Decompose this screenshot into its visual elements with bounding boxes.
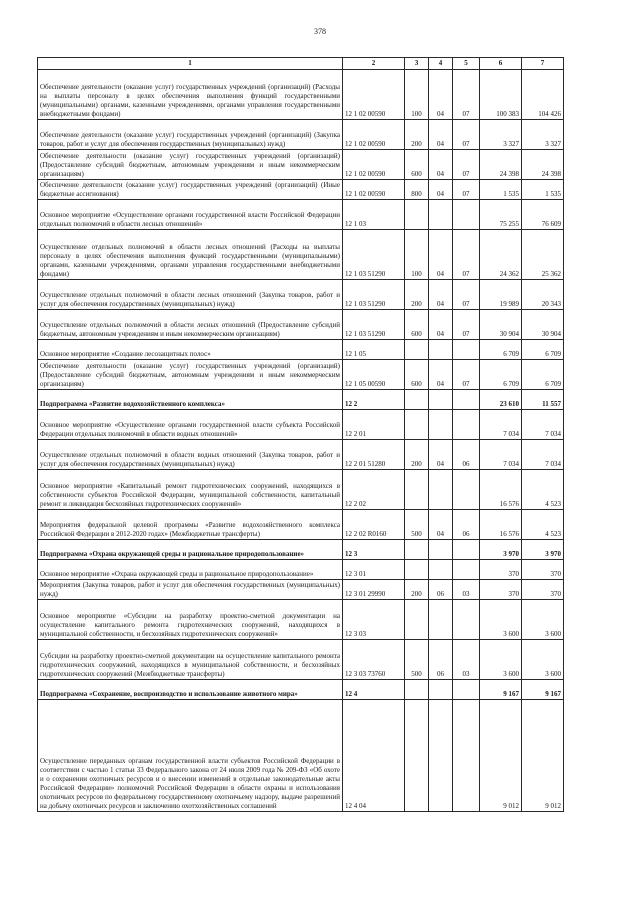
header-cell-1: 1 [38,58,343,70]
row-section: 06 [429,640,453,680]
row-amount-2: 9 167 [522,680,564,700]
table-row [38,280,564,310]
row-section [429,540,453,560]
row-name: Основное мероприятие «Охрана окружающей среды и рациональное природопользование» [38,560,343,580]
row-subsection: 03 [453,580,480,600]
row-subsection: 07 [453,150,480,180]
row-type-code: 500 [405,640,429,680]
table-row [38,410,564,440]
header-cell-3: 3 [405,58,429,70]
row-amount-1: 7 034 [480,440,522,470]
row-code: 12 2 02 [343,470,405,510]
table-row [38,180,564,200]
row-name: Осуществление отдельных полномочий в области лесных отношений (Расходы на выплаты персоналу в целях обеспечения выполнения функций государственными (муниципальными) органами, казенными учреждениями, органами управления государственными внебюджетными фондами) [38,230,343,280]
row-section [429,200,453,230]
row-type-code: 500 [405,510,429,540]
row-amount-1: 23 610 [480,390,522,410]
row-name: Обеспечение деятельности (оказание услуг) государственных учреждений (организаций) (Предоставление субсидий бюджетным, автономным учреждениям и иным некоммерческим организациям) [38,150,343,180]
row-amount-1: 100 383 [480,70,522,120]
row-subsection [453,390,480,410]
table-row [38,600,564,640]
table-row [38,560,564,580]
row-subsection: 07 [453,360,480,390]
row-code: 12 3 01 [343,560,405,580]
header-cell-2: 2 [343,58,405,70]
row-section: 04 [429,510,453,540]
row-amount-1: 6 709 [480,360,522,390]
row-code: 12 4 04 [343,700,405,812]
row-amount-2: 9 012 [522,700,564,812]
header-cell-5: 5 [453,58,480,70]
row-section: 04 [429,70,453,120]
row-subsection [453,340,480,360]
table-row [38,230,564,280]
table-row [38,340,564,360]
row-name: Подпрограмма «Развитие водохозяйственного комплекса» [38,390,343,410]
row-amount-1: 3 600 [480,640,522,680]
row-section: 04 [429,310,453,340]
table-row [38,640,564,680]
table-body [38,58,564,812]
row-section: 04 [429,440,453,470]
row-subsection: 06 [453,440,480,470]
row-amount-2: 4 523 [522,510,564,540]
table-row [38,120,564,150]
row-subsection [453,410,480,440]
row-code: 12 2 [343,390,405,410]
row-amount-1: 24 398 [480,150,522,180]
row-name: Мероприятия федеральной целевой программы «Развитие водохозяйственного комплекса Российской Федерации в 2012-2020 годах» (Межбюджетные трансферты) [38,510,343,540]
table-row [38,150,564,180]
row-type-code [405,470,429,510]
row-amount-2: 3 600 [522,640,564,680]
row-amount-1: 370 [480,580,522,600]
row-amount-2: 6 709 [522,360,564,390]
row-name: Осуществление отдельных полномочий в области лесных отношений (Закупка товаров, работ и услуг для обеспечения государственных (муниципальных) нужд) [38,280,343,310]
row-type-code [405,540,429,560]
budget-table [37,57,564,812]
header-row [38,58,564,70]
row-type-code: 800 [405,180,429,200]
row-section [429,470,453,510]
row-amount-2: 6 709 [522,340,564,360]
row-amount-2: 370 [522,580,564,600]
row-type-code: 200 [405,120,429,150]
row-amount-2: 4 523 [522,470,564,510]
row-name: Обеспечение деятельности (оказание услуг) государственных учреждений (организаций) (Иные бюджетные ассигнования) [38,180,343,200]
row-section [429,600,453,640]
row-amount-2: 30 904 [522,310,564,340]
row-amount-1: 370 [480,560,522,580]
row-code: 12 1 03 51290 [343,280,405,310]
row-subsection [453,540,480,560]
row-name: Субсидии на разработку проектно-сметной документации на осуществление капитального ремонта гидротехнических сооружений, находящихся в муниципальной собственности, и бесхозяйных гидротехнических сооружений (Межбюджетные трансферты) [38,640,343,680]
row-subsection [453,560,480,580]
table-row [38,440,564,470]
table-row [38,510,564,540]
row-type-code: 200 [405,580,429,600]
row-amount-1: 16 576 [480,510,522,540]
row-subsection: 07 [453,180,480,200]
row-type-code: 600 [405,360,429,390]
row-type-code [405,700,429,812]
row-amount-1: 9 167 [480,680,522,700]
row-subsection: 07 [453,230,480,280]
row-amount-1: 24 362 [480,230,522,280]
row-name: Мероприятия (Закупка товаров, работ и услуг для обеспечения государственных (муниципальных) нужд) [38,580,343,600]
header-cell-6: 6 [480,58,522,70]
table-row [38,580,564,600]
row-section [429,340,453,360]
row-subsection: 03 [453,640,480,680]
row-code: 12 2 01 51280 [343,440,405,470]
row-name: Основное мероприятие «Осуществление органами государственной власти Российской Федерации отдельных полномочий в области лесных отношений» [38,200,343,230]
row-type-code: 200 [405,440,429,470]
row-amount-2: 3 970 [522,540,564,560]
row-type-code: 100 [405,70,429,120]
row-name: Основное мероприятие «Субсидии на разработку проектно-сметной документации на осуществление капитального ремонта гидротехнических сооружений, находящихся в муниципальной собственности, и бесхозяйных гидротехнических сооружений» [38,600,343,640]
table-row [38,200,564,230]
row-code: 12 1 05 00590 [343,360,405,390]
row-code: 12 4 [343,680,405,700]
row-amount-2: 370 [522,560,564,580]
row-section: 04 [429,150,453,180]
table-row [38,470,564,510]
row-code: 12 1 02 00590 [343,180,405,200]
table-row [38,390,564,410]
row-section [429,560,453,580]
row-code: 12 1 02 00590 [343,70,405,120]
row-code: 12 3 03 [343,600,405,640]
row-subsection [453,470,480,510]
row-amount-2: 20 343 [522,280,564,310]
row-code: 12 3 [343,540,405,560]
row-code: 12 3 03 73760 [343,640,405,680]
row-name: Осуществление отдельных полномочий в области лесных отношений (Предоставление субсидий бюджетным, автономным учреждениям и иным некоммерческим организациям) [38,310,343,340]
row-subsection: 07 [453,70,480,120]
row-subsection [453,700,480,812]
row-amount-1: 7 034 [480,410,522,440]
row-subsection [453,200,480,230]
row-amount-1: 3 970 [480,540,522,560]
row-amount-2: 11 557 [522,390,564,410]
row-code: 12 2 01 [343,410,405,440]
row-type-code: 600 [405,310,429,340]
row-amount-1: 16 576 [480,470,522,510]
row-code: 12 2 02 R0160 [343,510,405,540]
row-code: 12 1 02 00590 [343,150,405,180]
row-name: Осуществление переданных органам государственной власти субъектов Российской Федерации в соответствии с частью 1 статьи 33 Федерального закона от 24 июля 2009 года № 209-ФЗ «Об охоте и о сохранении охотничьих ресурсов и о внесении изменений в отдельные законодательные акты Российской Федерации» полномочий Российской Федерации в области охраны и использования охотничьих ресурсов по федеральному государственному охотничьему надзору, выдаче разрешений на добычу охотничьих ресурсов и заключению охотхозяйственных соглашений [38,700,343,812]
table-row [38,540,564,560]
row-amount-2: 24 398 [522,150,564,180]
row-type-code [405,200,429,230]
row-section: 04 [429,120,453,150]
row-section: 04 [429,180,453,200]
row-section: 06 [429,580,453,600]
row-name: Обеспечение деятельности (оказание услуг) государственных учреждений (организаций) (Закупка товаров, работ и услуг для обеспечения государственных (муниципальных) нужд) [38,120,343,150]
row-subsection: 07 [453,280,480,310]
row-code: 12 1 03 [343,200,405,230]
row-subsection: 07 [453,310,480,340]
row-amount-2: 1 535 [522,180,564,200]
row-amount-2: 7 034 [522,410,564,440]
row-name: Обеспечение деятельности (оказание услуг) государственных учреждений (организаций) (Расходы на выплаты персоналу в целях обеспечения выполнения функций государственными (муниципальными) органами, казенными учреждениями, органами управления государственными внебюджетными фондами) [38,70,343,120]
row-name: Основное мероприятие «Осуществление органами государственной власти субъекта Российской Федерации отдельных полномочий в области водных отношений» [38,410,343,440]
table-row [38,70,564,120]
row-name: Осуществление отдельных полномочий в области водных отношений (Закупка товаров, работ и услуг для обеспечения государственных (муниципальных) нужд) [38,440,343,470]
row-name: Подпрограмма «Сохранение, воспроизводство и использование животного мира» [38,680,343,700]
row-amount-2: 3 327 [522,120,564,150]
row-amount-1: 9 012 [480,700,522,812]
row-type-code: 200 [405,280,429,310]
row-amount-1: 30 904 [480,310,522,340]
row-name: Обеспечение деятельности (оказание услуг) государственных учреждений (организаций) (Предоставление субсидий бюджетным, автономным учреждениям и иным некоммерческим организациям) [38,360,343,390]
row-subsection [453,600,480,640]
table-row [38,700,564,812]
row-amount-2: 3 600 [522,600,564,640]
row-code: 12 1 02 00590 [343,120,405,150]
row-code: 12 1 05 [343,340,405,360]
row-subsection: 07 [453,120,480,150]
row-code: 12 3 01 29990 [343,580,405,600]
row-amount-2: 25 362 [522,230,564,280]
row-type-code [405,410,429,440]
row-name: Основное мероприятие «Капитальный ремонт гидротехнических сооружений, находящихся в собственности субъектов Российской Федерации, муниципальной собственности, капитальный ремонт и ликвидация бесхозяйных гидротехнических сооружений» [38,470,343,510]
header-cell-4: 4 [429,58,453,70]
row-section [429,410,453,440]
row-type-code [405,340,429,360]
row-name: Основное мероприятие «Создание лесозащитных полос» [38,340,343,360]
table-row [38,680,564,700]
row-amount-2: 7 034 [522,440,564,470]
row-type-code: 100 [405,230,429,280]
table-row [38,310,564,340]
row-amount-2: 104 426 [522,70,564,120]
row-subsection: 06 [453,510,480,540]
row-amount-1: 1 535 [480,180,522,200]
row-type-code: 600 [405,150,429,180]
header-cell-7: 7 [522,58,564,70]
row-amount-1: 6 709 [480,340,522,360]
row-code: 12 1 03 51290 [343,230,405,280]
row-amount-1: 3 600 [480,600,522,640]
row-section: 04 [429,360,453,390]
row-amount-1: 75 255 [480,200,522,230]
row-type-code [405,390,429,410]
row-section: 04 [429,280,453,310]
row-section [429,680,453,700]
row-name: Подпрограмма «Охрана окружающей среды и рациональное природопользование» [38,540,343,560]
row-amount-2: 76 609 [522,200,564,230]
row-type-code [405,680,429,700]
row-code: 12 1 03 51290 [343,310,405,340]
row-amount-1: 3 327 [480,120,522,150]
row-type-code [405,560,429,580]
row-type-code [405,600,429,640]
row-section [429,700,453,812]
row-section [429,390,453,410]
row-section: 04 [429,230,453,280]
row-amount-1: 19 989 [480,280,522,310]
table-row [38,360,564,390]
page-number: 378 [314,27,326,36]
row-subsection [453,680,480,700]
